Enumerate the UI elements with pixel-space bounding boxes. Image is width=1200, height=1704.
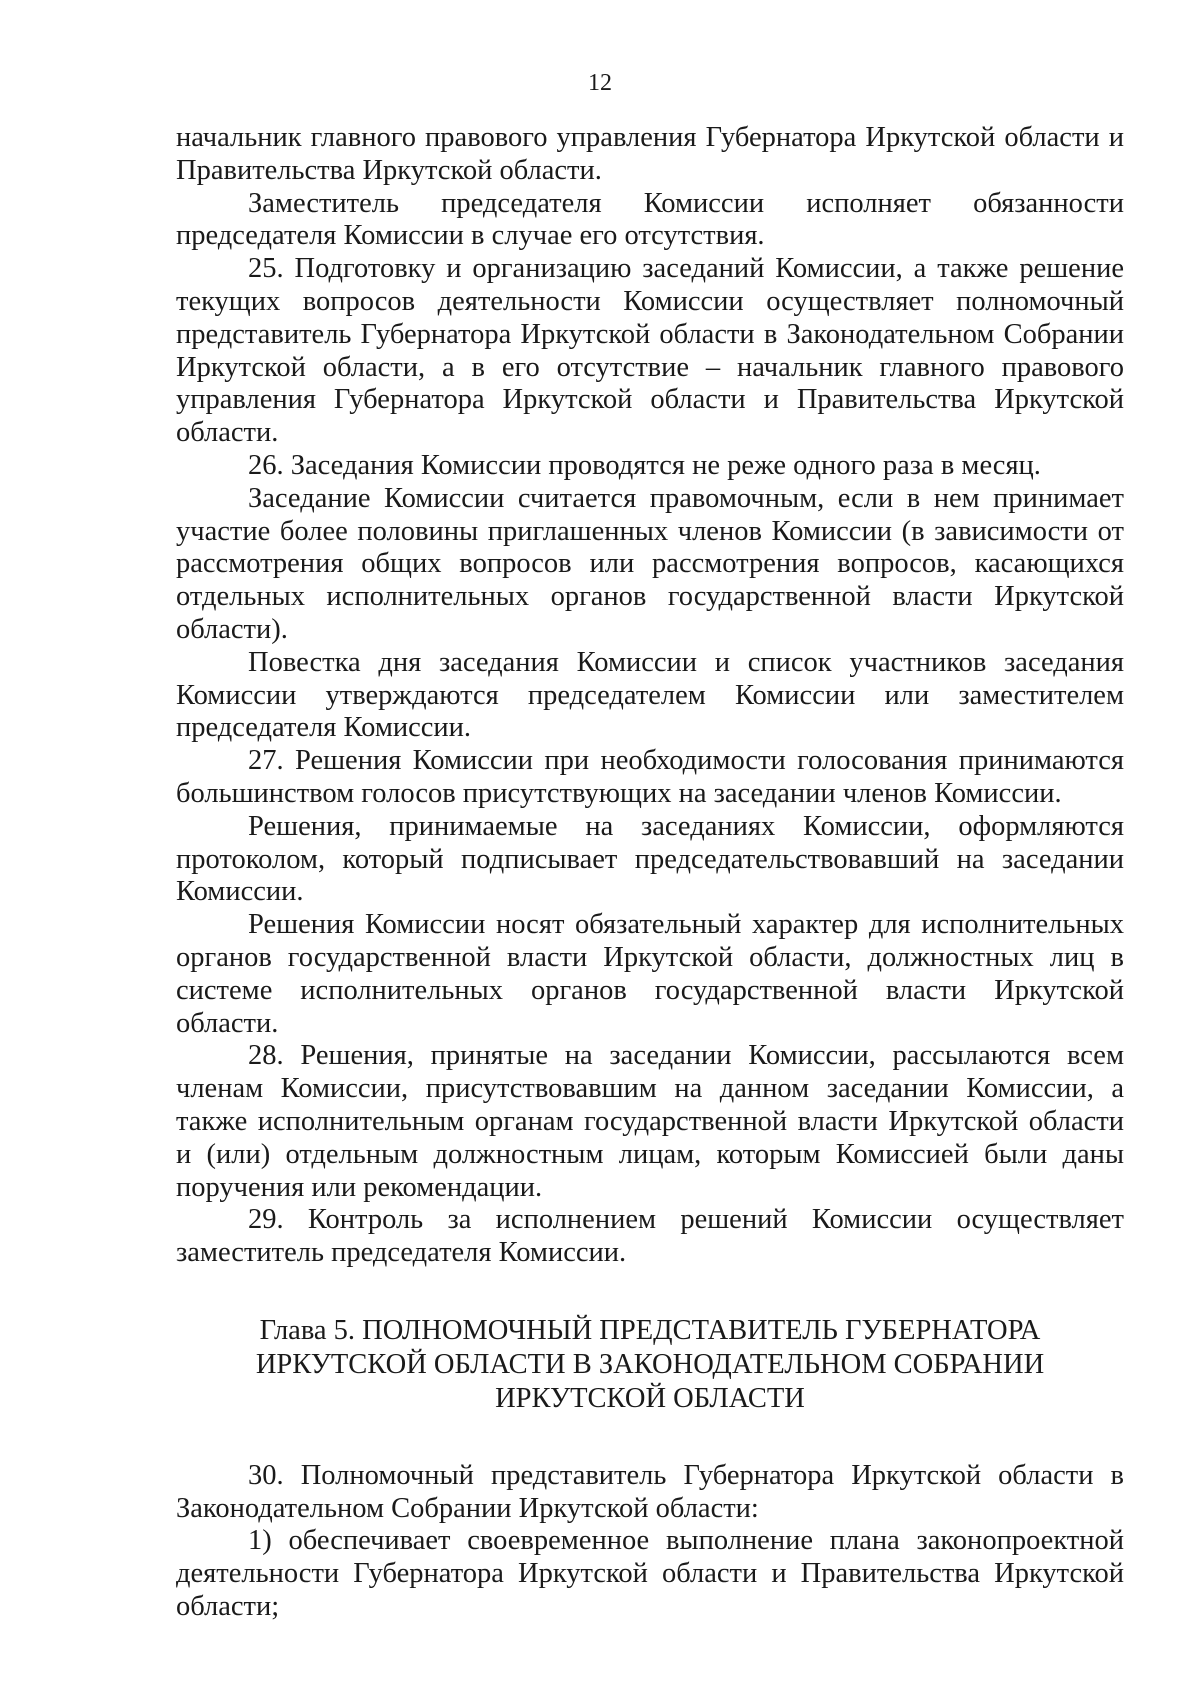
chapter-heading	[176, 1314, 1124, 1416]
paragraphs-after-heading	[176, 1460, 1124, 1624]
paragraph: 27. Решения Комиссии при необходимости голосования принимаются большинством голосов присутствующих на заседании членов Комиссии.	[176, 745, 1124, 809]
paragraph: 29. Контроль за исполнением решений Комиссии осуществляет заместитель председателя Комиссии.	[176, 1204, 1124, 1269]
paragraph: 30. Полномочный представитель Губернатора Иркутской области в Законодательном Собрании Иркутской области:	[176, 1459, 1124, 1524]
page-number: 12	[588, 70, 612, 96]
paragraph: начальник главного правового управления Губернатора Иркутской области и Правительства Иркутской области.	[176, 122, 1124, 186]
paragraph: 26. Заседания Комиссии проводятся не реже одного раза в месяц.	[248, 449, 1041, 481]
paragraph: Повестка дня заседания Комиссии и список участников заседания Комиссии утверждаются председателем Комиссии или заместителем председателя Комиссии.	[176, 646, 1124, 744]
paragraph: 1) обеспечивает своевременное выполнение плана законопроектной деятельности Губернатора Иркутской области и Правительства Иркутской области;	[176, 1525, 1124, 1623]
paragraph: 25. Подготовку и организацию заседаний Комиссии, а также решение текущих вопросов деятельности Комиссии осуществляет полномочный представитель Губернатора Иркутской области в Законодательном Собрании Иркутской области, а в его отсутствие – начальник главного правового управления Губернатора Иркутской области и Правительства Иркутской области.	[176, 253, 1124, 449]
paragraphs-before-heading	[176, 122, 1124, 1270]
paragraph: Решения Комиссии носят обязательный характер для исполнительных органов государственной власти Иркутской области, должностных лиц в системе исполнительных органов государственной власти Иркутской области.	[176, 909, 1124, 1039]
paragraph: Заместитель председателя Комиссии исполняет обязанности председателя Комиссии в случае его отсутствия.	[176, 187, 1124, 252]
chapter-heading-line-3: ИРКУТСКОЙ ОБЛАСТИ	[495, 1382, 805, 1414]
paragraph: 28. Решения, принятые на заседании Комиссии, рассылаются всем членам Комиссии, присутствовавшим на данном заседании Комиссии, а также исполнительным органам государственной власти Иркутской области и (или) отдельным должностным лицам, которым Комиссией были даны поручения или рекомендации.	[176, 1040, 1124, 1203]
paragraph: Решения, принимаемые на заседаниях Комиссии, оформляются протоколом, который подписывает председательствовавший на заседании Комиссии.	[176, 810, 1124, 908]
chapter-heading-line-2: ИРКУТСКОЙ ОБЛАСТИ В ЗАКОНОДАТЕЛЬНОМ СОБРАНИИ	[255, 1348, 1045, 1380]
document-body	[176, 122, 1124, 1624]
chapter-heading-line-1: Глава 5. ПОЛНОМОЧНЫЙ ПРЕДСТАВИТЕЛЬ ГУБЕРНАТОРА	[259, 1314, 1041, 1346]
paragraph: Заседание Комиссии считается правомочным, если в нем принимает участие более половины приглашенных членов Комиссии (в зависимости от рассмотрения общих вопросов или рассмотрения вопросов, касающихся отдельных исполнительных органов государственной власти Иркутской области).	[176, 482, 1124, 645]
